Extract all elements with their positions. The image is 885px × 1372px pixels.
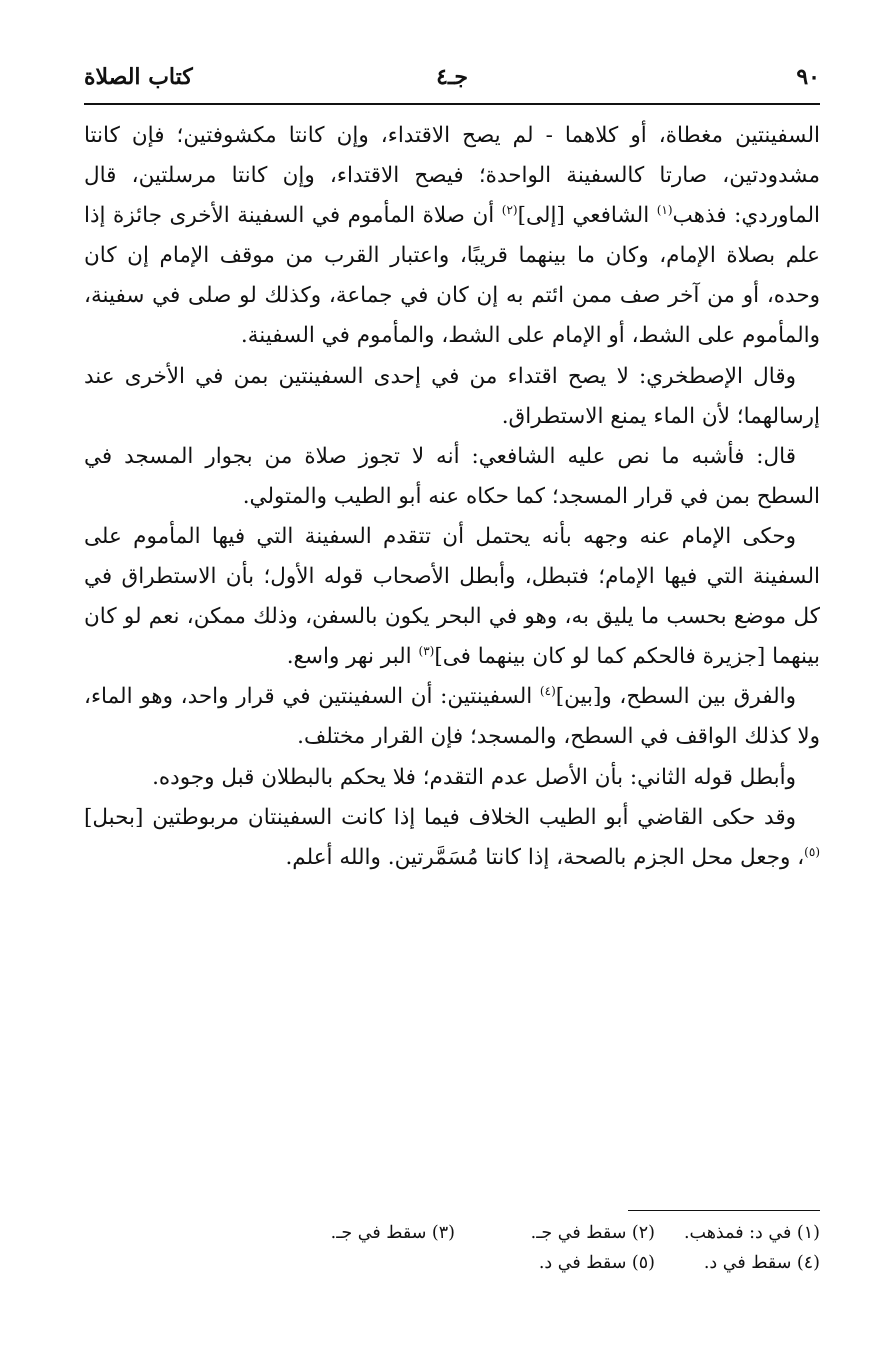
footnote-row — [84, 1218, 820, 1248]
footnote-ref: (٢) — [501, 203, 518, 218]
paragraph — [84, 116, 820, 357]
footnotes — [84, 1218, 820, 1278]
paragraph — [84, 798, 820, 878]
footnote-ref: (١) — [656, 203, 673, 218]
running-header — [84, 62, 820, 102]
footnote-ref: (٥) — [804, 844, 820, 859]
text-run: السفينتين: أن السفينتين في قرار واحد، وهو الماء، ولا كذلك الواقف في السطح، والمسجد؛ فإن القرار مختلف. — [84, 684, 820, 750]
text-run: ، وجعل محل الجزم بالصحة، إذا كانتا مُسَمَّرتين. والله أعلم. — [285, 844, 805, 870]
text-run: والفرق بين السطح، و[بين] — [555, 684, 797, 710]
footnote-1: (١) في د: فمذهب. — [683, 1223, 820, 1243]
footnote-ref: (٣) — [418, 644, 435, 659]
footnote-rule — [628, 1210, 820, 1211]
footnote-3: (٣) سقط في جـ. — [330, 1223, 455, 1243]
footnote-4: (٤) سقط في د. — [703, 1253, 820, 1273]
text-run: السفينتين مغطاة، أو كلاهما - لم يصح الاقتداء، وإن كانتا مكشوفتين؛ فإن كانتا مشدودتين، صارتا كالسفينة الواحدة؛ فيصح الاقتداء، وإن كانتا مرسلتين، قال الماوردي: فذهب — [84, 123, 820, 229]
paragraph: وأبطل قوله الثاني: بأن الأصل عدم التقدم؛ فلا يحكم بالبطلان قبل وجوده. — [152, 764, 796, 790]
text-run: وقد حكى القاضي أبو الطيب الخلاف فيما إذا كانت السفينتان مربوطتين [بحبل] — [84, 804, 796, 830]
footnote-row — [84, 1248, 820, 1278]
text-run: وحكى الإمام عنه وجهه بأنه يحتمل أن تتقدم السفينة التي فيها المأموم على السفينة التي فيها الإمام؛ فتبطل، وأبطل الأصحاب قوله الأول؛ بأن الاستطراق في كل موضع بحسب ما يليق به، وهو في البحر يكون بالسفن، وذلك ممكن، نعم لو كان بينهما [جزيرة فالحكم كما لو كان بينهما فى] — [84, 523, 820, 670]
text-run: البر نهر واسع. — [286, 644, 419, 670]
volume-label: جـ٤ — [436, 64, 468, 90]
page-number: ٩٠ — [796, 64, 820, 90]
footnote-5: (٥) سقط في د. — [538, 1253, 655, 1273]
paragraph: قال: فأشبه ما نص عليه الشافعي: أنه لا تجوز صلاة من بجوار المسجد في السطح بمن في قرار المسجد؛ كما حكاه عنه أبو الطيب والمتولي. — [84, 443, 820, 509]
paragraph: وقال الإصطخري: لا يصح اقتداء من في إحدى السفينتين بمن في الأخرى عند إرسالهما؛ لأن الماء يمنع الاستطراق. — [84, 363, 820, 429]
footnote-2: (٢) سقط في جـ. — [530, 1223, 655, 1243]
main-text — [84, 116, 820, 878]
footnote-ref: (٤) — [539, 684, 556, 699]
paragraph — [84, 517, 820, 677]
text-run: الشافعي [إلى] — [517, 203, 657, 229]
header-rule — [84, 103, 820, 105]
paragraph — [84, 677, 820, 757]
text-run: أن صلاة المأموم في السفينة الأخرى جائزة إذا علم بصلاة الإمام، وكان ما بينهما قريبًا، واعتبار القرب من موقف الإمام إن كان وحده، أو من آخر صف ممن ائتم به إن كان في جماعة، وكذلك لو صلى في سفينة، والمأموم على الشط، أو الإمام على الشط، والمأموم في السفينة. — [84, 203, 820, 349]
book-title: كتاب الصلاة — [84, 64, 193, 90]
